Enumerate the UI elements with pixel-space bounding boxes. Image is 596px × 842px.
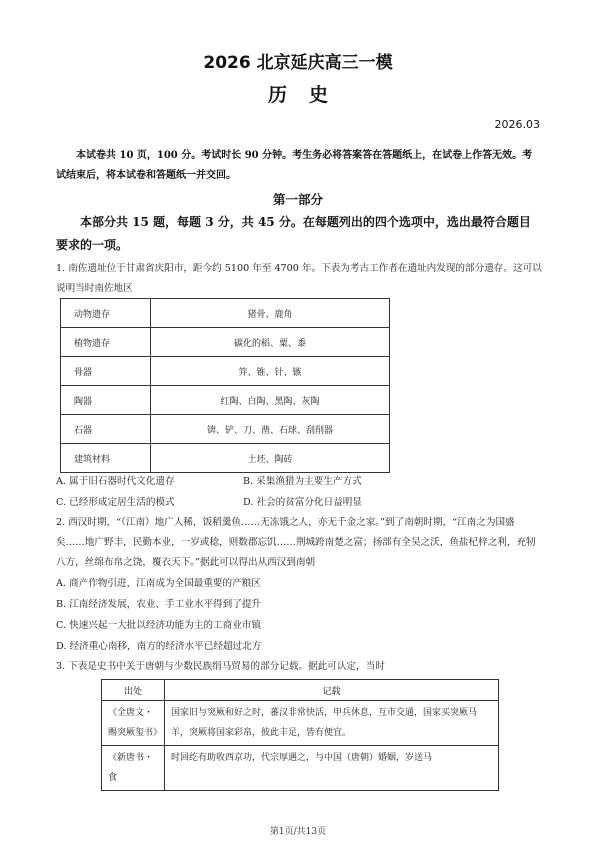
exam-date: 2026.03 bbox=[494, 118, 540, 131]
question-3-table bbox=[101, 679, 499, 791]
question-3-stem: 3. 下表是史书中关于唐朝与少数民族绢马贸易的部分记载。据此可认定，当时 bbox=[56, 661, 385, 672]
table-row bbox=[61, 444, 390, 473]
question-1-option-b: B. 采集渔猎为主要生产方式 bbox=[243, 476, 362, 487]
table-cell: 植物遗存 bbox=[61, 328, 151, 357]
table-cell: 时回纥有助收西京功，代宗厚遇之，与中国（唐朝）婚姻，岁送马 bbox=[165, 746, 499, 791]
table-row bbox=[61, 386, 390, 415]
table-cell: 石器 bbox=[61, 415, 151, 444]
table-row bbox=[102, 746, 499, 791]
page-footer: 第1页/共13页 bbox=[269, 827, 327, 837]
part-instructions: 本部分共 15 题，每题 3 分，共 45 分。在每题列出的四个选项中，选出最符合题目要求的一项。 bbox=[56, 215, 531, 252]
table-cell: 猪骨、鹿角 bbox=[151, 299, 390, 328]
table-cell: 锛、铲、刀、凿、石球、刮削器 bbox=[151, 415, 390, 444]
question-2-option-a: A. 商产作物引进，江南成为全国最重要的产粮区 bbox=[56, 578, 261, 589]
question-1-table bbox=[60, 298, 390, 473]
table-cell: 陶器 bbox=[61, 386, 151, 415]
table-row bbox=[61, 328, 390, 357]
table-row bbox=[61, 299, 390, 328]
question-2-option-b: B. 江南经济发展，农业、手工业水平得到了提升 bbox=[56, 599, 262, 610]
question-2-option-d: D. 经济重心南移，南方的经济水平已经超过北方 bbox=[56, 641, 262, 652]
table-row bbox=[102, 701, 499, 746]
part-title: 第一部分 bbox=[272, 192, 323, 207]
table-cell: 骨器 bbox=[61, 357, 151, 386]
question-1-option-d: D. 社会的贫富分化日益明显 bbox=[243, 497, 362, 508]
question-1-option-c: C. 已经形成定居生活的模式 bbox=[56, 497, 175, 508]
question-2-stem: 2. 西汉时期，“（江南）地广人稀，饭稻羹鱼……无冻饿之人，亦无千金之家。”到了南朝时期，“江南之为国盛矣……地广野丰，民勤本业，一岁或稔，则数郡忘饥……荆城跨南楚之富；扬部有全吴之沃，鱼盐杞梓之利，充牣八方，丝绵布帛之饶，覆衣天下。”据此可以得出从西汉到南朝 bbox=[56, 517, 536, 568]
table-cell: 《全唐文・赐突厥玺书》 bbox=[102, 701, 165, 746]
table-row bbox=[61, 415, 390, 444]
exam-notice: 本试卷共 10 页，100 分。考试时长 90 分钟。考生务必将答案答在答题纸上，在试卷上作答无效。考试结束后，将本试卷和答题纸一并交回。 bbox=[56, 150, 533, 181]
table-cell: 碳化的稻、粟、黍 bbox=[151, 328, 390, 357]
table-header-row bbox=[102, 680, 499, 701]
table-cell: 建筑材料 bbox=[61, 444, 151, 473]
table-header-cell: 出处 bbox=[102, 680, 165, 701]
table-cell: 土坯、陶砖 bbox=[151, 444, 390, 473]
table-cell: 动物遗存 bbox=[61, 299, 151, 328]
table-cell: 《新唐书・食 bbox=[102, 746, 165, 791]
question-2-option-c: C. 快速兴起一大批以经济功能为主的工商业市镇 bbox=[56, 620, 261, 631]
table-row bbox=[61, 357, 390, 386]
question-1-option-a: A. 属于旧石器时代文化遗存 bbox=[56, 476, 175, 487]
exam-title: 2026 北京延庆高三一模 bbox=[203, 53, 393, 73]
table-cell: 笄、锥、针、镞 bbox=[151, 357, 390, 386]
subject-title: 历史 bbox=[267, 84, 350, 106]
table-cell: 红陶、白陶、黑陶、灰陶 bbox=[151, 386, 390, 415]
table-cell: 国家旧与突厥和好之时，蕃汉非常快活，甲兵休息，互市交通，国家买突厥马羊，突厥将国家彩帛，彼此丰足，皆有便宜。 bbox=[165, 701, 499, 746]
table-header-cell: 记载 bbox=[165, 680, 499, 701]
question-1-stem: 1. 南佐遗址位于甘肃省庆阳市，距今约 5100 年至 4700 年。下表为考古工作者在遗址内发现的部分遗存。这可以说明当时南佐地区 bbox=[56, 263, 542, 294]
